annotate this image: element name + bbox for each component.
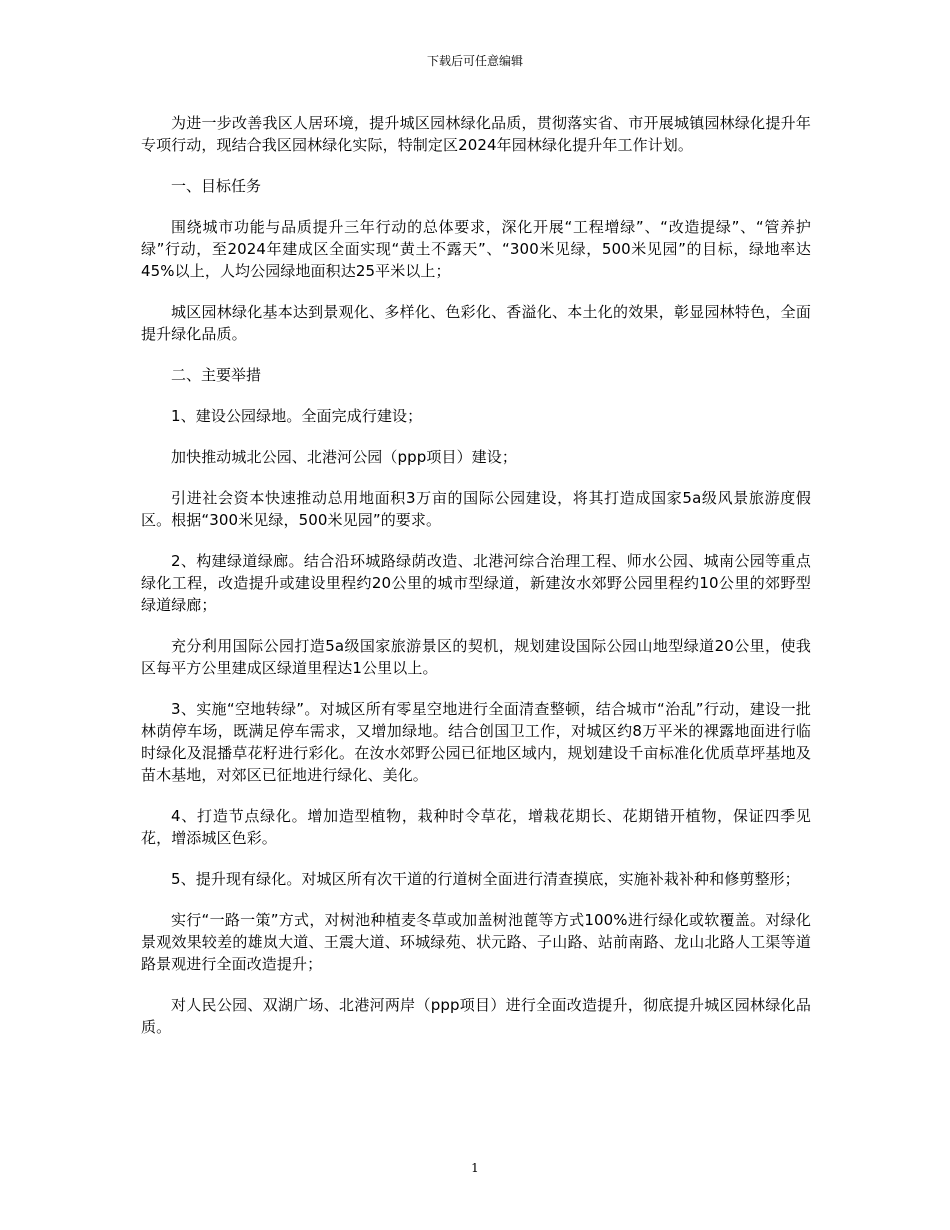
goals-paragraph: 围绕城市功能与品质提升三年行动的总体要求，深化开展“工程增绿”、“改造提绿”、“管养护绿”行动，至2024年建成区全面实现“黄土不露天”、“300米见绿，500米见园”的目标，绿地率达45%以上，人均公园绿地面积达25平米以上； (141, 218, 811, 280)
intro-paragraph: 为进一步改善我区人居环境，提升城区园林绿化品质，贯彻落实省、市开展城镇园林绿化提升年专项行动，现结合我区园林绿化实际，特制定区2024年园林绿化提升年工作计划。 (141, 114, 811, 154)
page-header: 下载后可任意编辑 (426, 54, 523, 68)
measure-3-paragraph: 3、实施“空地转绿”。对城区所有零星空地进行全面清查整顿，结合城市“治乱”行动，建设一批林荫停车场，既满足停车需求，又增加绿地。结合创国卫工作，对城区约8万平米的裸露地面进行临时绿化及混播草花籽进行彩化。在汝水郊野公园已征地区域内，规划建设千亩标准化优质草坪基地及苗木基地，对郊区已征地进行绿化、美化。 (141, 700, 811, 784)
measure-2-paragraph: 2、构建绿道绿廊。结合沿环城路绿荫改造、北港河综合治理工程、师水公园、城南公园等重点绿化工程，改造提升或建设里程约20公里的城市型绿道，新建汝水郊野公园里程约10公里的郊野型绿道绿廊； (141, 552, 811, 614)
measure-1-parks-paragraph: 加快推动城北公园、北港河公园（ppp项目）建设； (171, 448, 517, 466)
section-heading-goals: 一、目标任务 (171, 177, 262, 195)
measure-5-road-paragraph: 实行“一路一策”方式，对树池种植麦冬草或加盖树池蓖等方式100%进行绿化或软覆盖。对绿化景观效果较差的雄岚大道、王震大道、环城绿苑、状元路、子山路、站前南路、龙山北路人工渠等道路景观进行全面改造提升； (141, 911, 811, 973)
measure-1-international-park-paragraph: 引进社会资本快速推动总用地面积3万亩的国际公园建设，将其打造成国家5a级风景旅游度假区。根据“300米见绿，500米见园”的要求。 (141, 489, 811, 529)
measure-5-park-paragraph: 对人民公园、双湖广场、北港河两岸（ppp项目）进行全面改造提升，彻底提升城区园林绿化品质。 (141, 996, 811, 1036)
measure-1-paragraph: 1、建设公园绿地。全面完成行建设； (171, 407, 423, 425)
measure-2-greenway-paragraph: 充分利用国际公园打造5a级国家旅游景区的契机，规划建设国际公园山地型绿道20公里，使我区每平方公里建成区绿道里程达1公里以上。 (141, 637, 811, 677)
goals-effect-paragraph: 城区园林绿化基本达到景观化、多样化、色彩化、香溢化、本土化的效果，彰显园林特色，全面提升绿化品质。 (141, 303, 811, 343)
page-number: 1 (471, 1161, 479, 1175)
section-heading-measures: 二、主要举措 (171, 366, 262, 384)
measure-4-paragraph: 4、打造节点绿化。增加造型植物，栽种时令草花，增栽花期长、花期错开植物，保证四季见花，增添城区色彩。 (141, 807, 811, 847)
document-body (141, 112, 811, 1057)
measure-5-paragraph: 5、提升现有绿化。对城区所有次干道的行道树全面进行清查摸底，实施补栽补种和修剪整形； (171, 870, 800, 888)
